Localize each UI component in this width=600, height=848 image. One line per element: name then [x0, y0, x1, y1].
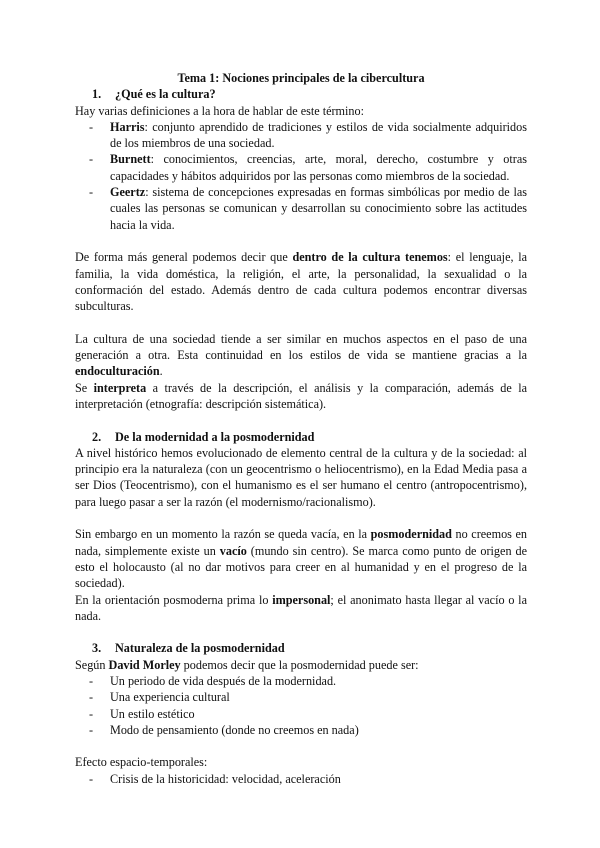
text-run: La cultura de una sociedad tiende a ser similar en muchos aspectos en el paso de una generación a otra. Esta continuidad en los estilos de vida se mantiene gracias a la — [75, 331, 527, 363]
list-item — [75, 722, 527, 738]
list-item — [75, 151, 527, 184]
emphasis-text: vacío — [219, 543, 247, 558]
section-2-heading — [75, 429, 527, 445]
text-run: En la orientación posmoderna prima lo — [75, 592, 273, 607]
emphasis-text: posmodernidad — [370, 527, 452, 542]
definition-term: Harris — [110, 119, 145, 134]
dash-bullet: - — [89, 152, 94, 167]
dash-bullet: - — [89, 690, 94, 705]
definition-text: : conocimientos, creencias, arte, moral, derecho, costumbre y otras capacidades y hábitos adquiridos por las personas como miembros de la sociedad. — [110, 152, 527, 183]
text-run: Se — [75, 380, 94, 395]
section-2-paragraph-3 — [75, 592, 527, 625]
definition-text: : conjunto aprendido de tradiciones y estilos de vida socialmente adquiridos de los miembros de una sociedad. — [110, 119, 527, 151]
section-1-paragraph-3 — [75, 380, 527, 413]
list-item — [75, 689, 527, 705]
text-run: : el lenguaje, la familia, la vida doméstica, la religión, el arte, la personalidad, la sexualidad o la conformación del estado. Además dentro de cada cultura podemos encontrar diversas subculturas. — [75, 250, 527, 314]
list-item-text: Modo de pensamiento (donde no creemos en nada) — [110, 722, 359, 737]
list-item-text: Una experiencia cultural — [110, 690, 230, 705]
effects-label: Efecto espacio-temporales: — [75, 755, 208, 770]
emphasis-text: impersonal — [272, 592, 331, 607]
effects-list — [75, 771, 527, 787]
list-item-text: Un periodo de vida después de la modernidad. — [110, 673, 337, 688]
text-run: Sin embargo en un momento la razón se queda vacía, en la — [75, 527, 371, 542]
section-1-paragraph-2 — [75, 331, 527, 380]
text-run: podemos decir que la posmodernidad puede ser: — [180, 657, 419, 672]
text-run: (mundo sin centro). Se marca como punto de origen de esto el holocausto (al no dar motivos para creer en al humanidad y en el progreso de la sociedad). — [75, 543, 527, 591]
section-3-title: Naturaleza de la posmodernidad — [115, 641, 285, 656]
list-item — [75, 673, 527, 689]
definition-term: Geertz — [110, 185, 146, 200]
text-run: ; el anonimato hasta llegar al vacío o la nada. — [75, 592, 527, 623]
dash-bullet: - — [89, 722, 94, 737]
section-3-heading — [75, 640, 527, 656]
list-item — [75, 706, 527, 722]
definition-text: : sistema de concepciones expresadas en formas simbólicas por medio de las cuales las personas se comunican y desarrollan su conocimiento sobre las actitudes hacia la vida. — [110, 185, 527, 232]
section-1-title: ¿Qué es la cultura? — [115, 87, 216, 102]
list-item-text: Crisis de la historicidad: velocidad, aceleración — [110, 771, 341, 786]
section-2-paragraph-2 — [75, 526, 527, 591]
section-3-number: 3. — [92, 641, 102, 656]
list-item — [75, 119, 527, 152]
posmodernity-list — [75, 673, 527, 738]
dash-bullet: - — [89, 119, 94, 134]
list-item — [75, 771, 527, 787]
emphasis-text: interpreta — [93, 380, 147, 395]
section-3-intro — [75, 657, 527, 673]
text-run: . — [159, 364, 163, 379]
list-item-text: Un estilo estético — [110, 706, 195, 721]
emphasis-text: David Morley — [108, 657, 181, 672]
dash-bullet: - — [89, 771, 94, 786]
section-2-number: 2. — [92, 429, 102, 444]
emphasis-text: endoculturación — [75, 364, 160, 379]
dash-bullet: - — [89, 673, 94, 688]
section-1-intro: Hay varias definiciones a la hora de hablar de este término: — [75, 103, 364, 118]
section-1-number: 1. — [92, 87, 102, 102]
document-title: Tema 1: Nociones principales de la cibercultura — [177, 71, 425, 85]
definitions-list — [75, 119, 527, 233]
section-2-title: De la modernidad a la posmodernidad — [115, 429, 315, 444]
list-item — [75, 184, 527, 233]
dash-bullet: - — [89, 185, 94, 200]
text-run: no creemos en nada, simplemente existe un — [75, 527, 528, 558]
section-1-heading — [75, 86, 527, 102]
document-page — [75, 70, 527, 787]
text-run: a través de la descripción, el análisis y la comparación, además de la interpretación (etnografía: descripción sistemática). — [75, 380, 527, 411]
section-1-paragraph-1 — [75, 249, 527, 314]
text-run: Según — [75, 657, 109, 672]
emphasis-text: dentro de la cultura tenemos — [292, 250, 448, 265]
dash-bullet: - — [89, 706, 94, 721]
text-run: De forma más general podemos decir que — [75, 250, 293, 265]
definition-term: Burnett — [110, 152, 151, 167]
section-2-paragraph-1: A nivel histórico hemos evolucionado de elemento central de la cultura y de la sociedad: al principio era la naturaleza (con un geocentrismo o heliocentrismo), en la Edad Media pasa a ser Dios (Teocentrismo), con el humanismo es el ser humano el centro (antropocentrismo), para luego pasar a ser la razón (el modernismo/racionalismo). — [75, 445, 527, 509]
